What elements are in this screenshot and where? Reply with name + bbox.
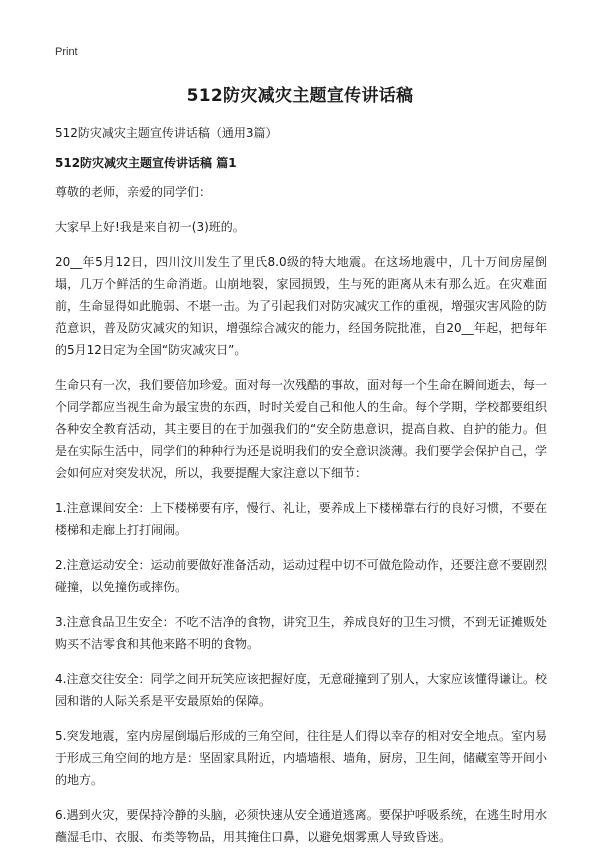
paragraph-item-2: 2.注意运动安全：运动前要做好准备活动，运动过程中切不可做危险动作，还要注意不要剧烈碰撞，以免撞伤或摔伤。 bbox=[55, 558, 547, 594]
paragraph-item-6: 6.遇到火灾，要保持冷静的头脑，必须快速从安全通道逃离。要保护呼吸系统，在逃生时用水蘸湿毛巾、衣服、布类等物品，用其掩住口鼻，以避免烟雾熏人导致昏迷。 bbox=[55, 808, 547, 844]
paragraph-earthquake: 20__年5月12日，四川汶川发生了里氏8.0级的特大地震。在这场地震中，几十万间房屋倒塌，几万个鲜活的生命消逝。山崩地裂，家园损毁，生与死的距离从未有那么近。在灾难面前，生命显得如此脆弱、不堪一击。为了引起我们对防灾减灾工作的重视，增强灾害风险的防范意识，普及防灾减灾的知识，增强综合减灾的能力，经国务院批准，自20__年起，把每年的5月12日定为全国“防灾减灾日”。 bbox=[55, 255, 548, 357]
paragraph-item-3: 3.注意食品卫生安全：不吃不洁净的食物，讲究卫生，养成良好的卫生习惯，不到无证摊贩处购买不洁零食和其他来路不明的食物。 bbox=[55, 615, 547, 651]
document-subtitle: 512防灾减灾主题宣传讲话稿（通用3篇） bbox=[55, 126, 278, 140]
paragraph-item-5: 5.突发地震，室内房屋倒塌后形成的三角空间，往往是人们得以幸存的相对安全地点。室内易于形成三角空间的地方是：坚固家具附近，内墙墙根、墙角，厨房，卫生间，储藏室等开间小的地方。 bbox=[55, 729, 548, 787]
page-title: 512防灾减灾主题宣传讲话稿 bbox=[186, 86, 414, 106]
print-label: Print bbox=[55, 46, 78, 58]
paragraph-item-1: 1.注意课间安全：上下楼梯要有序，慢行、礼让，要养成上下楼梯靠右行的良好习惯，不要在楼梯和走廊上打打闹闹。 bbox=[55, 501, 547, 537]
paragraph-intro: 大家早上好!我是来自初一(3)班的。 bbox=[55, 220, 245, 234]
section-heading: 512防灾减灾主题宣传讲话稿 篇1 bbox=[55, 156, 237, 170]
paragraph-greeting: 尊敬的老师，亲爱的同学们： bbox=[55, 185, 212, 199]
document-body bbox=[55, 181, 547, 861]
paragraph-life: 生命只有一次，我们要倍加珍爱。面对每一次残酷的事故，面对每一个生命在瞬间逝去，每一个同学都应当视生命为最宝贵的东西，时时关爱自己和他人的生命。每个学期，学校都要组织各种安全教育活动，其主要目的在于加强我们的“安全防患意识，提高自救、自护的能力。但是在实际生活中，同学们的种种行为还是说明我们的安全意识淡薄。我们要学会保护自己，学会如何应对突发状况，所以，我要提醒大家注意以下细节： bbox=[55, 378, 548, 480]
paragraph-item-4: 4.注意交往安全：同学之间开玩笑应该把握好度，无意碰撞到了别人，大家应该懂得谦让。校园和谐的人际关系是平安最原始的保障。 bbox=[55, 672, 547, 708]
